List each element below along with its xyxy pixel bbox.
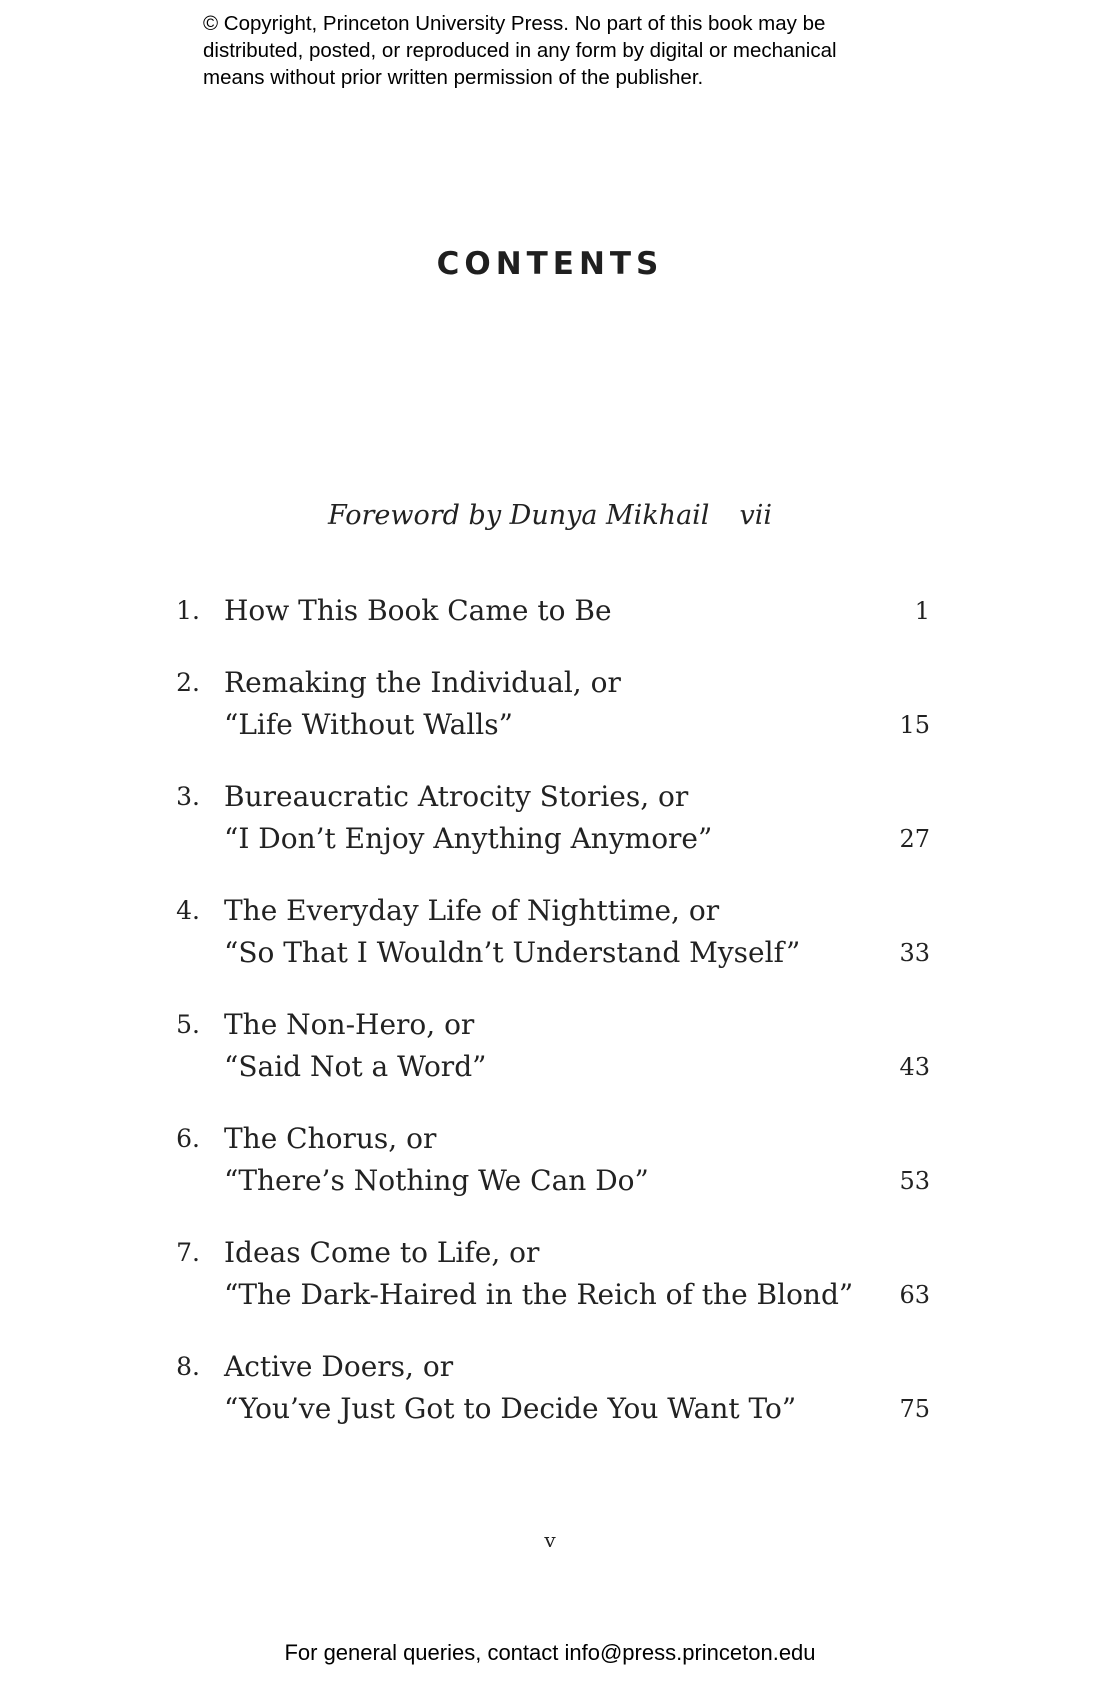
chapter-title-line: Active Doers, or bbox=[224, 1350, 454, 1383]
foreword-title: Foreword by Dunya Mikhail bbox=[328, 500, 710, 531]
chapter-number: 2. bbox=[176, 668, 200, 697]
chapter-subtitle-line: “You’ve Just Got to Decide You Want To” bbox=[224, 1392, 797, 1425]
chapter-title-line: How This Book Came to Be bbox=[224, 594, 612, 627]
footer-contact: For general queries, contact info@press.princeton.edu bbox=[284, 1640, 816, 1665]
chapter-number: 3. bbox=[176, 782, 200, 811]
copyright-line: © Copyright, Princeton University Press. No part of this book may be bbox=[203, 12, 826, 35]
toc-entry-8 bbox=[170, 1346, 930, 1430]
chapter-number: 4. bbox=[176, 896, 200, 925]
page-folio: v bbox=[544, 1528, 556, 1552]
chapter-subtitle-line: “Life Without Walls” bbox=[224, 708, 513, 741]
chapter-page-number: 63 bbox=[899, 1281, 930, 1309]
chapter-number: 1. bbox=[176, 596, 200, 625]
toc-entry-4 bbox=[170, 890, 930, 974]
chapter-title-line: The Non-Hero, or bbox=[224, 1008, 475, 1041]
toc-entry-3 bbox=[170, 776, 930, 860]
foreword-entry bbox=[0, 500, 1100, 531]
chapter-number: 5. bbox=[176, 1010, 200, 1039]
page-title: CONTENTS bbox=[436, 246, 664, 282]
toc-entry-7 bbox=[170, 1232, 930, 1316]
toc-entry-5 bbox=[170, 1004, 930, 1088]
chapter-title-line: The Chorus, or bbox=[224, 1122, 437, 1155]
chapter-page-number: 43 bbox=[899, 1053, 930, 1081]
copyright-line: means without prior written permission of the publisher. bbox=[203, 66, 704, 89]
chapter-subtitle-line: “So That I Wouldn’t Understand Myself” bbox=[224, 936, 801, 969]
chapter-page-number: 15 bbox=[899, 711, 930, 739]
toc-entry-1 bbox=[170, 590, 930, 632]
chapter-title-line: Bureaucratic Atrocity Stories, or bbox=[224, 780, 689, 813]
table-of-contents bbox=[170, 590, 930, 1460]
chapter-subtitle-line: “The Dark-Haired in the Reich of the Blond” bbox=[224, 1278, 854, 1311]
chapter-page-number: 27 bbox=[899, 825, 930, 853]
chapter-page-number: 75 bbox=[899, 1395, 930, 1423]
chapter-title-line: Remaking the Individual, or bbox=[224, 666, 621, 699]
copyright-notice bbox=[203, 10, 903, 91]
chapter-subtitle-line: “There’s Nothing We Can Do” bbox=[224, 1164, 649, 1197]
chapter-subtitle-line: “I Don’t Enjoy Anything Anymore” bbox=[224, 822, 713, 855]
copyright-line: distributed, posted, or reproduced in any form by digital or mechanical bbox=[203, 39, 837, 62]
chapter-page-number: 1 bbox=[914, 597, 930, 625]
chapter-number: 7. bbox=[176, 1238, 200, 1267]
chapter-number: 8. bbox=[176, 1352, 200, 1381]
foreword-page-number: vii bbox=[739, 500, 772, 531]
chapter-subtitle-line: “Said Not a Word” bbox=[224, 1050, 487, 1083]
chapter-title-line: Ideas Come to Life, or bbox=[224, 1236, 540, 1269]
toc-entry-2 bbox=[170, 662, 930, 746]
toc-entry-6 bbox=[170, 1118, 930, 1202]
chapter-number: 6. bbox=[176, 1124, 200, 1153]
chapter-page-number: 33 bbox=[899, 939, 930, 967]
chapter-title-line: The Everyday Life of Nighttime, or bbox=[224, 894, 720, 927]
chapter-page-number: 53 bbox=[899, 1167, 930, 1195]
